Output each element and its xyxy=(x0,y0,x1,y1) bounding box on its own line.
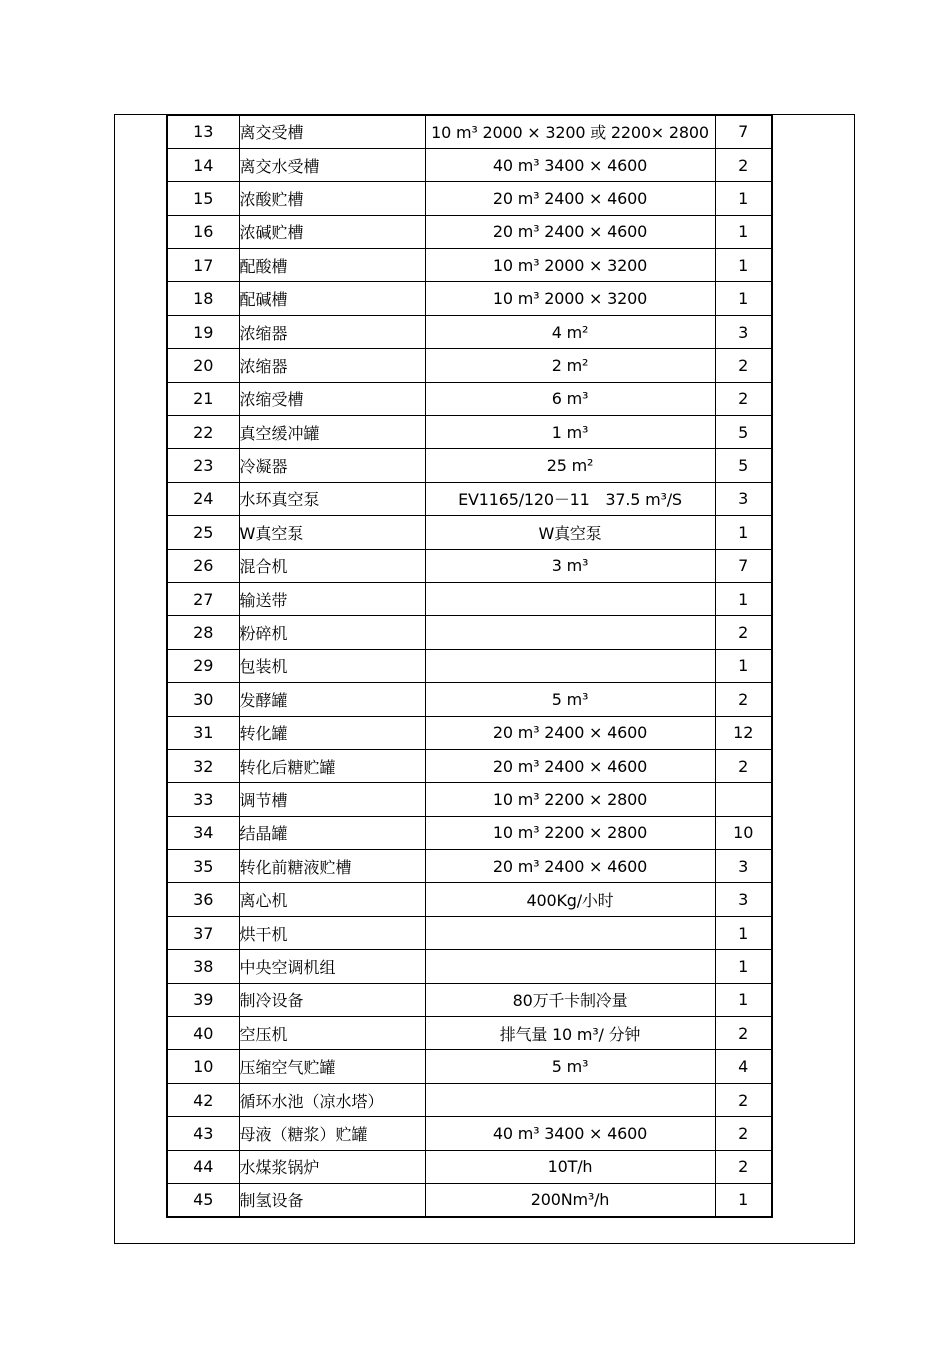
equipment-spec: 10 m³ 2000 × 3200 或 2200× 2800 xyxy=(425,115,715,148)
equipment-name: 烘干机 xyxy=(239,916,425,949)
row-number: 16 xyxy=(167,215,239,248)
equipment-spec xyxy=(425,582,715,615)
equipment-name: 离交水受槽 xyxy=(239,148,425,181)
table-row xyxy=(167,282,772,315)
table-row xyxy=(167,883,772,916)
row-number: 36 xyxy=(167,883,239,916)
equipment-quantity: 1 xyxy=(715,516,772,549)
table-row xyxy=(167,1117,772,1150)
equipment-quantity: 3 xyxy=(715,883,772,916)
equipment-quantity: 1 xyxy=(715,950,772,983)
table-row xyxy=(167,1083,772,1116)
row-number: 24 xyxy=(167,482,239,515)
equipment-name: 包装机 xyxy=(239,649,425,682)
table-row xyxy=(167,1150,772,1183)
table-row xyxy=(167,816,772,849)
equipment-name: 循环水池（凉水塔） xyxy=(239,1083,425,1116)
table-row xyxy=(167,516,772,549)
equipment-quantity: 3 xyxy=(715,850,772,883)
table-row xyxy=(167,716,772,749)
equipment-spec xyxy=(425,950,715,983)
equipment-spec: 4 m² xyxy=(425,315,715,348)
row-number: 22 xyxy=(167,416,239,449)
equipment-quantity: 2 xyxy=(715,1117,772,1150)
equipment-spec xyxy=(425,1083,715,1116)
equipment-quantity: 1 xyxy=(715,1184,772,1217)
equipment-name: 配酸槽 xyxy=(239,249,425,282)
row-number: 10 xyxy=(167,1050,239,1083)
table-row xyxy=(167,1017,772,1050)
row-number: 28 xyxy=(167,616,239,649)
table-row xyxy=(167,549,772,582)
row-number: 43 xyxy=(167,1117,239,1150)
table-row xyxy=(167,983,772,1016)
table-row xyxy=(167,349,772,382)
row-number: 30 xyxy=(167,683,239,716)
equipment-spec: 6 m³ xyxy=(425,382,715,415)
row-number: 35 xyxy=(167,850,239,883)
equipment-spec: 20 m³ 2400 × 4600 xyxy=(425,182,715,215)
equipment-spec: 10T/h xyxy=(425,1150,715,1183)
equipment-spec xyxy=(425,616,715,649)
table-row xyxy=(167,382,772,415)
equipment-table xyxy=(166,114,773,1218)
table-row xyxy=(167,950,772,983)
equipment-quantity: 7 xyxy=(715,549,772,582)
row-number: 31 xyxy=(167,716,239,749)
equipment-quantity: 2 xyxy=(715,616,772,649)
equipment-quantity: 10 xyxy=(715,816,772,849)
equipment-spec: 20 m³ 2400 × 4600 xyxy=(425,749,715,782)
equipment-quantity: 1 xyxy=(715,916,772,949)
equipment-quantity: 5 xyxy=(715,416,772,449)
table-row xyxy=(167,582,772,615)
equipment-spec: 10 m³ 2000 × 3200 xyxy=(425,282,715,315)
row-number: 20 xyxy=(167,349,239,382)
table-row xyxy=(167,850,772,883)
equipment-name: 粉碎机 xyxy=(239,616,425,649)
equipment-name: 空压机 xyxy=(239,1017,425,1050)
equipment-name: 浓碱贮槽 xyxy=(239,215,425,248)
equipment-spec: 80万千卡制冷量 xyxy=(425,983,715,1016)
table-row xyxy=(167,148,772,181)
equipment-name: 配碱槽 xyxy=(239,282,425,315)
equipment-name: 混合机 xyxy=(239,549,425,582)
equipment-spec: 20 m³ 2400 × 4600 xyxy=(425,215,715,248)
equipment-spec: 200Nm³/h xyxy=(425,1184,715,1217)
equipment-name: 转化前糖液贮槽 xyxy=(239,850,425,883)
equipment-name: 浓缩器 xyxy=(239,349,425,382)
equipment-quantity xyxy=(715,783,772,816)
row-number: 33 xyxy=(167,783,239,816)
equipment-name: 水环真空泵 xyxy=(239,482,425,515)
row-number: 42 xyxy=(167,1083,239,1116)
table-row xyxy=(167,482,772,515)
table-row xyxy=(167,182,772,215)
equipment-name: 水煤浆锅炉 xyxy=(239,1150,425,1183)
row-number: 25 xyxy=(167,516,239,549)
equipment-name: 转化罐 xyxy=(239,716,425,749)
row-number: 23 xyxy=(167,449,239,482)
row-number: 45 xyxy=(167,1184,239,1217)
equipment-name: 冷凝器 xyxy=(239,449,425,482)
equipment-name: 浓缩器 xyxy=(239,315,425,348)
equipment-quantity: 2 xyxy=(715,1017,772,1050)
equipment-quantity: 1 xyxy=(715,215,772,248)
equipment-spec: 5 m³ xyxy=(425,1050,715,1083)
equipment-spec: 20 m³ 2400 × 4600 xyxy=(425,850,715,883)
row-number: 34 xyxy=(167,816,239,849)
table-row xyxy=(167,449,772,482)
equipment-quantity: 1 xyxy=(715,249,772,282)
row-number: 15 xyxy=(167,182,239,215)
table-row xyxy=(167,315,772,348)
equipment-name: 浓酸贮槽 xyxy=(239,182,425,215)
equipment-name: 中央空调机组 xyxy=(239,950,425,983)
equipment-spec: 3 m³ xyxy=(425,549,715,582)
equipment-spec: 400Kg/小时 xyxy=(425,883,715,916)
row-number: 13 xyxy=(167,115,239,148)
equipment-spec: 25 m² xyxy=(425,449,715,482)
equipment-spec: 20 m³ 2400 × 4600 xyxy=(425,716,715,749)
table-row xyxy=(167,1184,772,1217)
equipment-quantity: 5 xyxy=(715,449,772,482)
equipment-spec: 10 m³ 2200 × 2800 xyxy=(425,783,715,816)
row-number: 17 xyxy=(167,249,239,282)
equipment-name: 制冷设备 xyxy=(239,983,425,1016)
equipment-quantity: 2 xyxy=(715,1083,772,1116)
equipment-quantity: 2 xyxy=(715,1150,772,1183)
table-row xyxy=(167,249,772,282)
table-row xyxy=(167,1050,772,1083)
equipment-name: 离心机 xyxy=(239,883,425,916)
table-row xyxy=(167,616,772,649)
row-number: 39 xyxy=(167,983,239,1016)
equipment-quantity: 3 xyxy=(715,315,772,348)
equipment-name: 母液（糖浆）贮罐 xyxy=(239,1117,425,1150)
equipment-quantity: 1 xyxy=(715,983,772,1016)
equipment-spec: 10 m³ 2200 × 2800 xyxy=(425,816,715,849)
equipment-quantity: 1 xyxy=(715,282,772,315)
equipment-spec xyxy=(425,649,715,682)
equipment-quantity: 2 xyxy=(715,683,772,716)
equipment-spec: 排气量 10 m³/ 分钟 xyxy=(425,1017,715,1050)
table-row xyxy=(167,916,772,949)
equipment-quantity: 2 xyxy=(715,349,772,382)
equipment-spec: 40 m³ 3400 × 4600 xyxy=(425,1117,715,1150)
equipment-name: 发酵罐 xyxy=(239,683,425,716)
row-number: 27 xyxy=(167,582,239,615)
table-row xyxy=(167,749,772,782)
equipment-quantity: 1 xyxy=(715,582,772,615)
row-number: 37 xyxy=(167,916,239,949)
equipment-quantity: 12 xyxy=(715,716,772,749)
row-number: 44 xyxy=(167,1150,239,1183)
equipment-spec: 10 m³ 2000 × 3200 xyxy=(425,249,715,282)
row-number: 40 xyxy=(167,1017,239,1050)
equipment-spec: 5 m³ xyxy=(425,683,715,716)
equipment-name: 结晶罐 xyxy=(239,816,425,849)
equipment-name: 浓缩受槽 xyxy=(239,382,425,415)
row-number: 32 xyxy=(167,749,239,782)
equipment-quantity: 3 xyxy=(715,482,772,515)
row-number: 14 xyxy=(167,148,239,181)
table-row xyxy=(167,649,772,682)
table-row xyxy=(167,115,772,148)
row-number: 26 xyxy=(167,549,239,582)
table-row xyxy=(167,783,772,816)
equipment-spec: EV1165/120－11 37.5 m³/S xyxy=(425,482,715,515)
equipment-name: 离交受槽 xyxy=(239,115,425,148)
row-number: 21 xyxy=(167,382,239,415)
equipment-spec: 1 m³ xyxy=(425,416,715,449)
equipment-spec: 2 m² xyxy=(425,349,715,382)
equipment-quantity: 1 xyxy=(715,182,772,215)
row-number: 18 xyxy=(167,282,239,315)
equipment-name: 输送带 xyxy=(239,582,425,615)
equipment-table-body xyxy=(167,115,772,1217)
equipment-name: 真空缓冲罐 xyxy=(239,416,425,449)
table-row xyxy=(167,416,772,449)
equipment-spec: W真空泵 xyxy=(425,516,715,549)
row-number: 19 xyxy=(167,315,239,348)
equipment-name: W真空泵 xyxy=(239,516,425,549)
equipment-quantity: 2 xyxy=(715,749,772,782)
equipment-name: 制氢设备 xyxy=(239,1184,425,1217)
equipment-quantity: 2 xyxy=(715,382,772,415)
table-row xyxy=(167,215,772,248)
equipment-quantity: 1 xyxy=(715,649,772,682)
equipment-quantity: 2 xyxy=(715,148,772,181)
table-row xyxy=(167,683,772,716)
equipment-quantity: 4 xyxy=(715,1050,772,1083)
equipment-quantity: 7 xyxy=(715,115,772,148)
row-number: 29 xyxy=(167,649,239,682)
equipment-name: 转化后糖贮罐 xyxy=(239,749,425,782)
equipment-spec: 40 m³ 3400 × 4600 xyxy=(425,148,715,181)
equipment-name: 压缩空气贮罐 xyxy=(239,1050,425,1083)
row-number: 38 xyxy=(167,950,239,983)
equipment-spec xyxy=(425,916,715,949)
equipment-name: 调节槽 xyxy=(239,783,425,816)
